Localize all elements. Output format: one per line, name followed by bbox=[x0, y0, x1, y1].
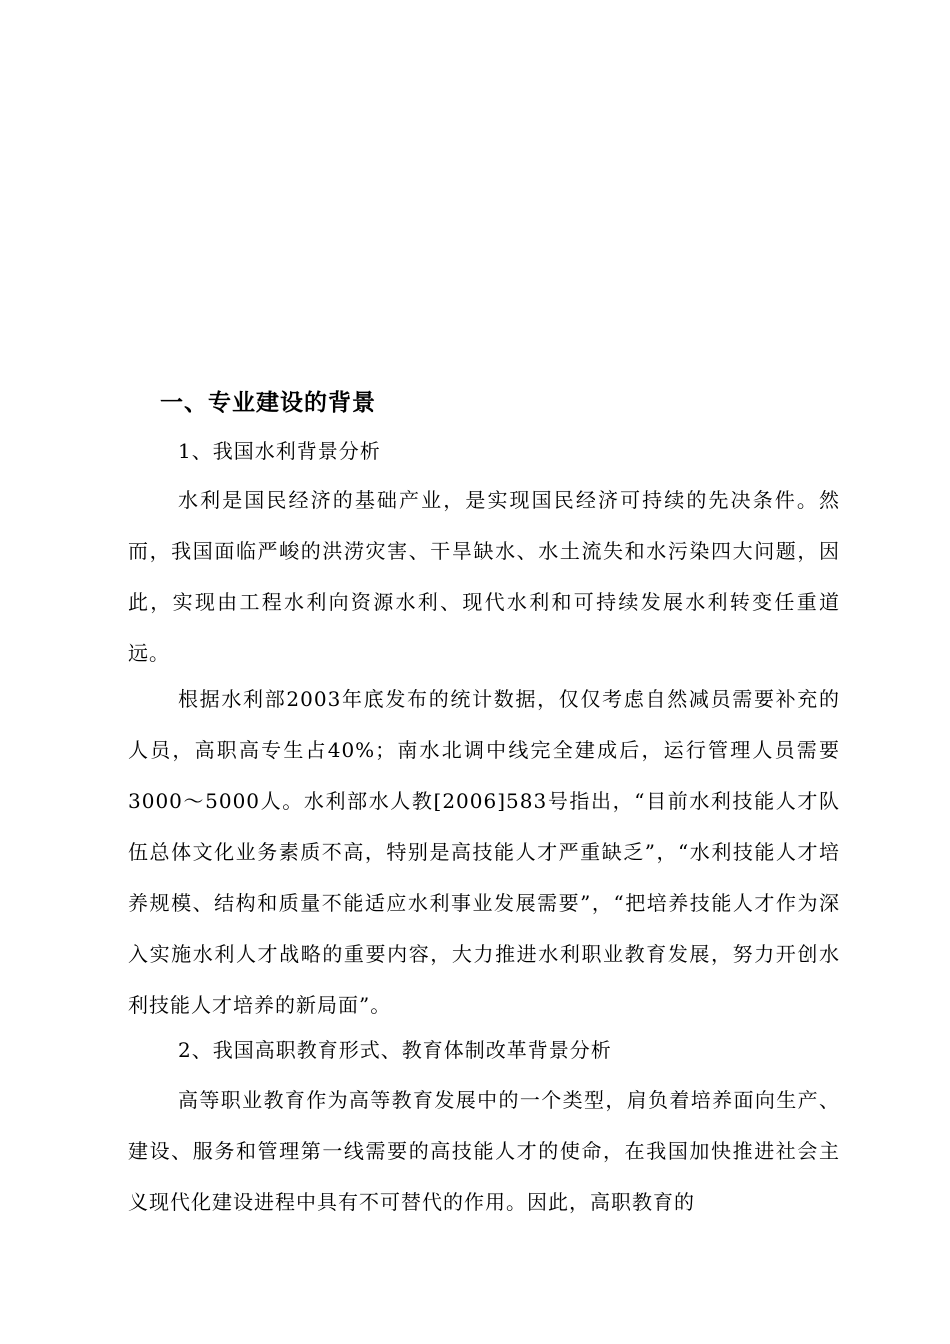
subsection-title-2: 2、我国高职教育形式、教育体制改革背景分析 bbox=[178, 1038, 612, 1062]
paragraph-2: 根据水利部2003年底发布的统计数据，仅仅考虑自然减员需要补充的人员，高职高专生占40%；南水北调中线完全建成后，运行管理人员需要3000～5000人。水利部水人教[2006]583号指出，“目前水利技能人才队伍总体文化业务素质不高，特别是高技能人才严重缺乏”，“水利技能人才培养规模、结构和质量不能适应水利事业发展需要”，“把培养技能人才作为深入实施水利人才战略的重要内容，大力推进水利职业教育发展，努力开创水利技能人才培养的新局面”。 bbox=[128, 687, 840, 1017]
paragraph-1: 水利是国民经济的基础产业，是实现国民经济可持续的先决条件。然而，我国面临严峻的洪涝灾害、干旱缺水、水土流失和水污染四大问题，因此，实现由工程水利向资源水利、现代水利和可持续发展水利转变任重道远。 bbox=[128, 488, 840, 665]
section-heading: 一、专业建设的背景 bbox=[160, 390, 376, 416]
subsection-title-1: 1、我国水利背景分析 bbox=[178, 439, 381, 463]
paragraph-3: 高等职业教育作为高等教育发展中的一个类型，肩负着培养面向生产、建设、服务和管理第一线需要的高技能人才的使命，在我国加快推进社会主义现代化建设进程中具有不可替代的作用。因此，高职教育的 bbox=[128, 1088, 840, 1214]
